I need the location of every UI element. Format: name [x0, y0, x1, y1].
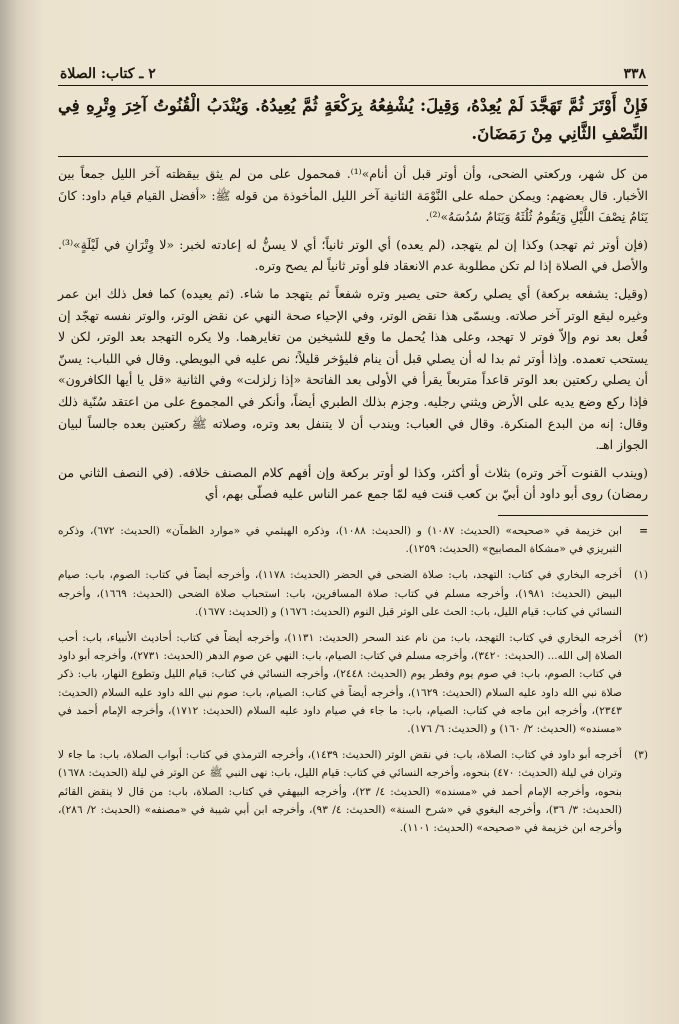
main-text: فَإِنْ أَوْتَرَ ثُمَّ تَهَجَّدَ لَمْ يُعِدْهُ، وَقِيلَ: يُشْفِعُهُ بِرَكْعَةٍ ثُمَّ يُعِيدُهُ. وَيُنْدَبُ الْقُنُوتُ آخِرَ وِتْرِهِ فِي النِّصْفِ الثَّانِي مِنْ رَمَضَانَ.	[58, 92, 648, 157]
footnote-text: ابن خزيمة في «صحيحه» (الحديث: ١٠٨٧) و (الحديث: ١٠٨٨)، وذكره الهيثمي في «موارد الظمآن» (الحديث: ٦٧٢)، وذكره التبريزي في «مشكاة المصابيح» (الحديث: ١٢٥٩).	[58, 524, 622, 556]
page-content	[58, 64, 648, 845]
footnote-text: أخرجه أبو داود في كتاب: الصلاة، باب: في نقض الوتر (الحديث: ١٤٣٩)، وأخرجه الترمذي في كتاب: أبواب الصلاة، باب: ما جاء لا وتران في ليلة (الحديث: ٤٧٠) بنحوه، وأخرجه النسائي في كتاب: قيام الليل، باب: نهى النبي ﷺ عن الوتر في ليلة (الحديث: ١٦٧٨) بنحوه، وأخرجه الإمام أحمد في «مسنده» (الحديث: ٤/ ٢٣)، وأخرجه البيهقي في كتاب: الصلاة، باب: من قال لا ينقض القائم (الحديث: ٣/ ٣٦)، وأخرجه البغوي في «شرح السنة» (الحديث: ٤/ ٩٣)، وأخرجه ابن أبي شيبة في «مصنفه» (الحديث: ٢/ ٢٨٦)، وأخرجه ابن خزيمة في «صحيحه» (الحديث: ١١٠١).	[58, 749, 623, 834]
running-header	[58, 64, 648, 86]
footnote	[58, 566, 648, 621]
chapter-title: ٢ ـ كتاب: الصلاة	[60, 66, 156, 82]
commentary-paragraph: (ويندب القنوت آخر وتره) بثلاث أو أكثر، وكذا لو أوتر بركعة وإن أفهم كلام المصنف خلافه. (في النصف الثاني من رمضان) روى أبو داود أن أبيّ بن كعب قنت فيه لمّا جمع عمر الناس عليه فصلّى بهم، أي	[58, 464, 648, 502]
footnote-text: أخرجه البخاري في كتاب: التهجد، باب: صلاة الضحى في الحضر (الحديث: ١١٧٨)، وأخرجه أيضاً في كتاب: الصوم، باب: صيام البيض (الحديث: ١٩٨١)، وأخرجه مسلم في كتاب: صلاة المسافرين، باب: استحباب صلاة الضحى (الحديث: ١٦٦٩)، وأخرجه النسائي في كتاب: قيام الليل، باب: الحث على الوتر قبل النوم (الحديث: ١٦٧٦) و (الحديث: ١٦٧٧).	[58, 569, 623, 618]
commentary-paragraph: (وقيل: يشفعه بركعة) أي يصلي ركعة حتى يصير وتره شفعاً ثم يتهجد ما شاء. (ثم يعيده) كما فعل ذلك ابن عمر وغيره ليقع الوتر آخر صلاته. ويسمّى هذا نقض الوتر، وفي الإحياء صحة النهي عن نقض الوتر، والوتر نفسه تهجّد إن فُعل بعد نوم وإلاّ فوتر لا تهجد، وعلى هذا يُحمل ما وقع للشيخين من تغايرهما. ولا يكره التهجد بعد الوتر، لكن لا يستحب تعمده. وإذا أوتر ثم بدا له أن يصلي قبل أن ينام فليؤخر قليلاً؛ نص عليه في البويطي. وقال في اللباب: يسنّ أن يصلي ركعتين بعد الوتر قاعداً متربعاً يقرأ في الأولى بعد الفاتحة «إذا زلزلت» وفي الثانية «قل يا أيها الكافرون» فإذا ركع وضع يديه على الأرض ويثني رجليه. وجزم بذلك الطبري أيضاً، وأنكر في المجموع على من اعتقد سُنّية ذلك وقال: إنه من البدع المنكرة. وقال في العباب: ويندب أن لا يتنفل بعد وتره، وصلاته ﷺ ركعتين بعده جالساً لبيان الجواز اهـ.	[58, 285, 648, 453]
page-number: ٣٣٨	[623, 66, 646, 82]
footnote-separator	[498, 515, 648, 516]
footnote-number: (٢)	[634, 631, 648, 644]
commentary-paragraph: (فإن أوتر ثم تهجد) وكذا إن لم يتهجد، (لم يعده) أي الوتر ثانياً؛ أي لا يسنُّ له إعادته لخبر: «لا وِتْرَانِ في لَيْلَةٍ»⁽³⁾. والأصل في الصلاة إذا لم تكن مطلوبة عدم الانعقاد فلو أوتر ثانياً لم يصح وتره.	[58, 236, 648, 274]
footnote-text: أخرجه البخاري في كتاب: التهجد، باب: من نام عند السحر (الحديث: ١١٣١)، وأخرجه أيضاً في كتاب: أحاديث الأنبياء، باب: أحب الصلاة إلى الله... (الحديث: ٣٤٢٠)، وأخرجه مسلم في كتاب: الصيام، باب: النهي عن صوم الدهر (الحديث: ٢٧٣١)، وأخرجه أبو داود في كتاب: الصوم، باب: في صوم يوم وفطر يوم (الحديث: ٢٤٤٨)، وأخرجه النسائي في كتاب: قيام الليل وتطوع النهار، باب: ذكر صلاة نبي الله داود عليه السلام (الحديث: ١٦٢٩)، وأخرجه أيضاً في كتاب: الصيام، باب: صوم نبي الله داود عليه السلام (الحديث: ٢٣٤٣)، وأخرجه ابن ماجه في كتاب: الصيام، باب: ما جاء في صيام داود عليه السلام (الحديث: ١٧١٢)، وأخرجه الإمام أحمد في «مسنده» (الحديث: ٢/ ١٦٠) و (الحديث: ٦/ ١٧٦).	[58, 631, 622, 735]
footnote-number: (٣)	[634, 749, 648, 762]
footnote	[58, 629, 648, 738]
footnote-number: =	[639, 524, 648, 537]
footnote-number: (١)	[634, 569, 648, 582]
footnotes	[58, 522, 648, 837]
commentary-paragraph: من كل شهر، وركعتي الضحى، وأن أوتر قبل أن أنام»⁽¹⁾. فمحمول على من لم يثق بيقظته آخر الليل جمعاً بين الأخبار. قال بعضهم: ويمكن حمله على النَّوْمَة الثانية آخر الليل المأخوذة من قوله ﷺ: «أفضل القيام قيام داود: كانَ يَنَامُ نِصْفَ اللَّيْلِ وَيَقُومُ ثُلُثَهُ وَيَنَامُ سُدُسَهُ»⁽²⁾.	[58, 166, 648, 225]
commentary	[58, 163, 648, 505]
footnote	[58, 746, 648, 837]
footnote	[58, 522, 648, 558]
